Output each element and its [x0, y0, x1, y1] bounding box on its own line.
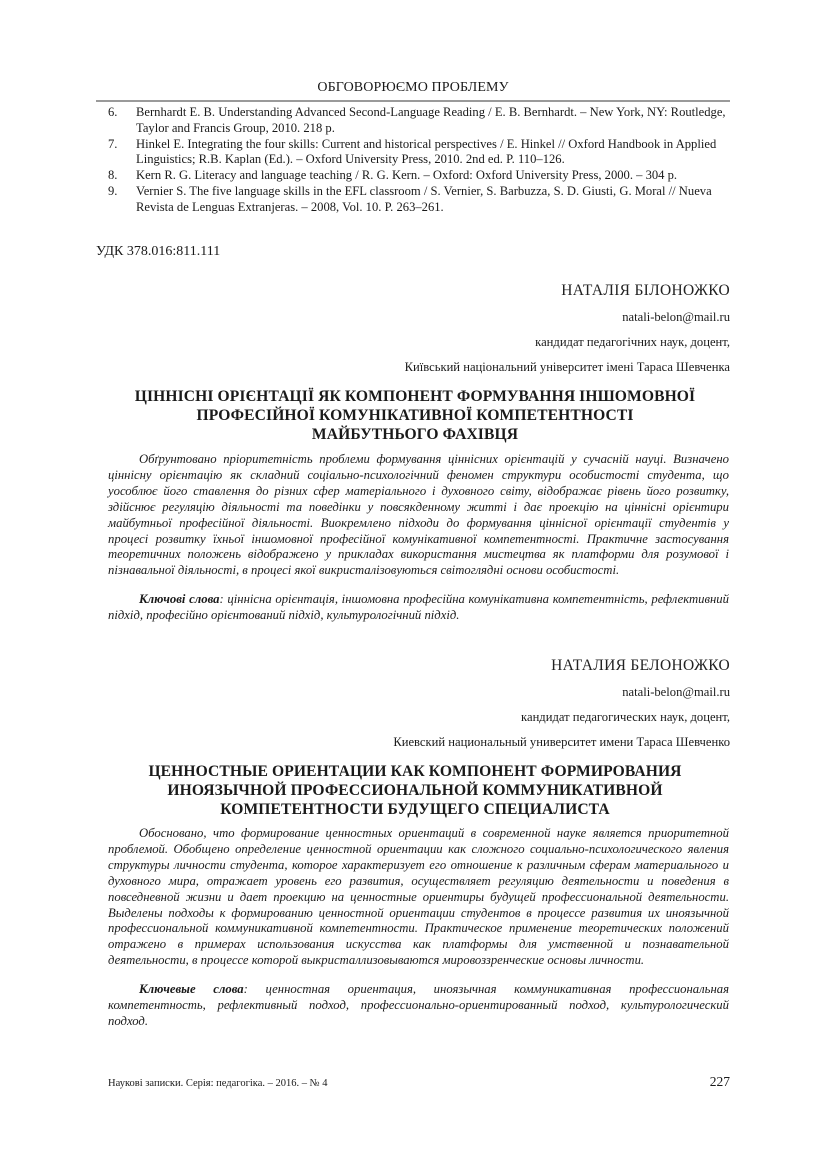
title-line: КОМПЕТЕНТНОСТИ БУДУЩЕГО СПЕЦИАЛИСТА: [220, 801, 610, 818]
reference-text: Hinkel E. Integrating the four skills: Current and historical perspectives / E. Hinkel // Oxford Handbook in Applied Linguistics; R.B. Kaplan (Ed.). – Oxford University Press, 2010. 2nd ed. P. 110–126.: [136, 136, 717, 167]
reference-item: [108, 137, 730, 169]
author-block-russian: [130, 657, 730, 749]
author-name: НАТАЛІЯ БІЛОНОЖКО: [561, 282, 730, 299]
author-email[interactable]: natali-belon@mail.ru: [622, 310, 730, 324]
reference-number: 8.: [108, 168, 118, 183]
reference-text: Bernhardt E. B. Understanding Advanced Second-Language Reading / E. B. Bernhardt. – New York, NY: Routledge, Taylor and Francis Group, 2010. 218 p.: [136, 105, 726, 135]
udk-code: УДК 378.016:811.111: [96, 244, 221, 259]
header-rule: [96, 100, 730, 102]
title-line: ИНОЯЗЫЧНОЙ ПРОФЕССИОНАЛЬНОЙ КОММУНИКАТИВНОЙ: [167, 782, 663, 799]
abstract-text: Обґрунтовано пріоритетність проблеми формування ціннісних орієнтацій у сучасній науці. Визначено ціннісну орієнтацію як складний соціально-психологічний феномен структури особистості студента, що уособлює його ставлення до різних сфер матеріального і духовного світу, відображає рівень його розвитку, здійснює регуляцію діяльності та поведінки у повсякденному житті і дає проекцію на ціннісні орієнтири майбутньої професійної діяльності. Виокремлено підходи до формування ціннісної орієнтації студентів у процесі розвитку їхньої іншомовної професійної комунікативної компетентності. Практичне застосування теоретичних положень відображено у прикладах використання мистецтва як платформи для розумової і пізнавальної діяльності, в процесі якої викристалізовуються світоглядні основи особистості.: [108, 452, 729, 578]
keywords-label: Ключові слова: [139, 592, 220, 607]
title-line: ЦІННІСНІ ОРІЄНТАЦІЇ ЯК КОМПОНЕНТ ФОРМУВАННЯ ІНШОМОВНОЇ: [134, 388, 696, 405]
article-title-russian: [100, 762, 730, 819]
keywords-paragraph: [108, 982, 729, 1030]
reference-text: Vernier S. The five language skills in the EFL classroom / S. Vernier, S. Barbuzza, S. D. Giusti, G. Moral // Nueva Revista de Lenguas Extranjeras. – 2008, Vol. 10. P. 263–261.: [136, 183, 712, 214]
keywords-text: : ціннісна орієнтація, іншомовна професійна комунікативна компетентність, рефлективний підхід, професійно орієнтований підхід, культурологічний підхід.: [108, 592, 729, 623]
reference-list: [108, 105, 730, 216]
keywords-label: Ключевые слова: [139, 982, 244, 997]
abstract-russian: [108, 826, 729, 1030]
reference-item: [108, 184, 730, 216]
title-line: ЦЕННОСТНЫЕ ОРИЕНТАЦИИ КАК КОМПОНЕНТ ФОРМИРОВАНИЯ: [148, 763, 682, 780]
author-email[interactable]: natali-belon@mail.ru: [622, 685, 730, 699]
title-line: ПРОФЕСІЙНОЇ КОМУНІКАТИВНОЇ КОМПЕТЕНТНОСТІ: [196, 407, 634, 424]
abstract-ukrainian: [108, 452, 729, 624]
author-degree: кандидат педагогічних наук, доцент,: [535, 335, 730, 349]
keywords-text: : ценностная ориентация, иноязычная коммуникативная профессиональная компетентность, рефлективный подход, профессионально-ориентированный подход, культурологический подход.: [108, 982, 729, 1028]
running-head: ОБГОВОРЮЄМО ПРОБЛЕМУ: [317, 80, 509, 95]
author-affiliation: Киевский национальный университет имени Тараса Шевченко: [393, 735, 730, 749]
page-number: 227: [709, 1074, 730, 1089]
reference-number: 6.: [108, 105, 118, 119]
reference-number: 7.: [108, 136, 118, 151]
reference-item: [108, 168, 730, 184]
reference-item: [108, 105, 730, 137]
reference-number: 9.: [108, 183, 118, 198]
abstract-text: Обосновано, что формирование ценностных ориентаций в современной науке является приоритетной проблемой. Обобщено определение ценностной ориентации как сложного социально-психологического явления структуры личности студента, которое характеризует его отношение к различным сферам материального и духовного мира, отражает уровень его развития, осуществляет регуляцию деятельности и поведения в повседневной жизни и дает проекцию на ценностные ориентиры будущей профессиональной деятельности. Выделены подходы к формированию ценностной ориентации студентов в процессе развития их иноязычной профессиональной коммуникативной компетентности. Практическое применение теоретических положений отражено в примерах использования искусства как платформы для умственной и познавательной деятельности, в процессе которой выкристаллизовываются мировоззренческие основы личности.: [108, 826, 729, 968]
reference-text: Kern R. G. Literacy and language teaching / R. G. Kern. – Oxford: Oxford University Press, 2000. – 304 p.: [136, 168, 678, 183]
author-block-ukrainian: [130, 282, 730, 374]
author-affiliation: Київський національний університет імені Тараса Шевченка: [404, 360, 730, 374]
journal-footer: Наукові записки. Серія: педагогіка. – 2016. – № 4: [108, 1078, 328, 1089]
keywords-paragraph: [108, 592, 729, 624]
author-name: НАТАЛИЯ БЕЛОНОЖКО: [551, 657, 730, 674]
author-degree: кандидат педагогических наук, доцент,: [521, 710, 730, 724]
article-title-ukrainian: [100, 387, 730, 444]
title-line: МАЙБУТНЬОГО ФАХІВЦЯ: [311, 426, 519, 443]
